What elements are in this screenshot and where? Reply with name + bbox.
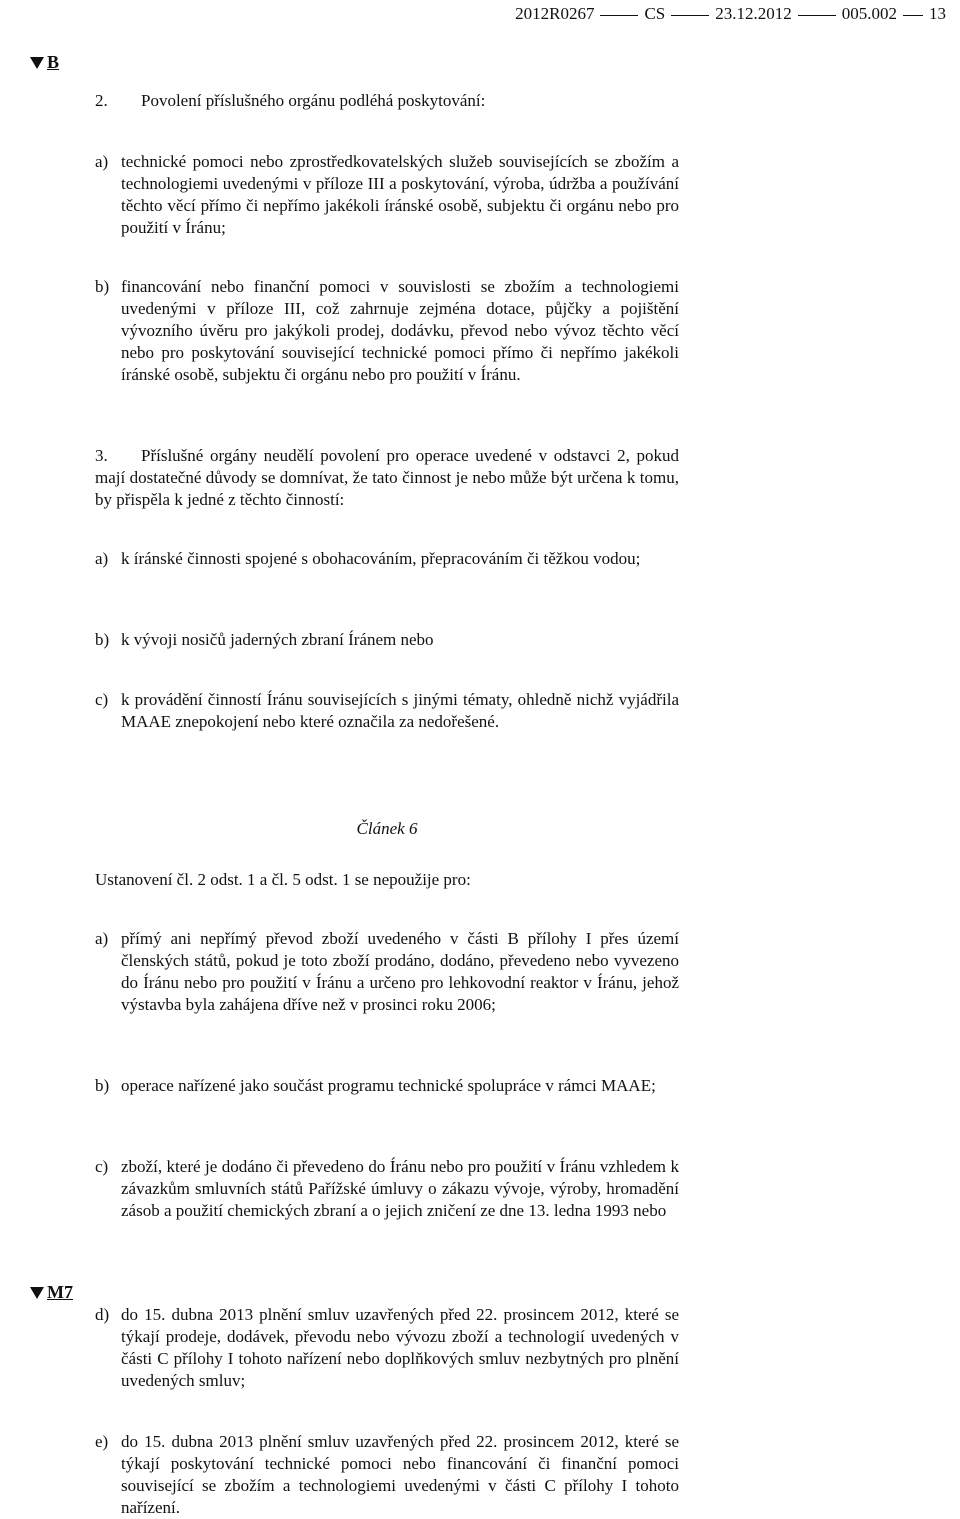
- amendment-marker-b: [30, 52, 59, 73]
- page-header: [515, 4, 946, 24]
- paragraph-3-intro: [95, 445, 679, 511]
- item-text: k íránské činnosti spojené s obohacováním, přepracováním či těžkou vodou;: [121, 549, 641, 568]
- triangle-down-icon: [30, 1287, 44, 1299]
- header-dash: [600, 15, 638, 16]
- list-item-6e: [95, 1431, 679, 1519]
- paragraph-text: Povolení příslušného orgánu podléhá poskytování:: [141, 91, 486, 110]
- marker-label: M7: [47, 1282, 73, 1302]
- item-label: c): [95, 1157, 109, 1176]
- item-text: přímý ani nepřímý převod zboží uvedeného v části B přílohy I přes území členských států, pokud je toto zboží prodáno, dodáno, převedeno nebo vyvezeno do Íránu nebo pro použití v Íránu a určeno pro lehkovodní reaktor v Íránu, jehož výstavba byla zahájena dříve než v prosinci roku 2006;: [121, 929, 679, 1014]
- item-label: d): [95, 1305, 110, 1324]
- header-dash: [671, 15, 709, 16]
- list-item-2a: [95, 151, 679, 239]
- item-label: a): [95, 549, 109, 568]
- item-text: technické pomoci nebo zprostředkovatelských služeb souvisejících se zbožím a technologiemi uvedenými v příloze III a poskytování, výroba, údržba a používání těchto věcí přímo či nepřímo jakékoli íránské osobě, subjektu či orgánu nebo pro použití v Íránu;: [121, 152, 679, 237]
- triangle-down-icon: [30, 57, 44, 69]
- header-dash: [903, 15, 923, 16]
- language-code: CS: [644, 4, 666, 23]
- consolidation-date: 23.12.2012: [715, 4, 792, 23]
- list-item-2b: [95, 276, 679, 386]
- list-item-6d: [95, 1304, 679, 1392]
- document-id: 2012R0267: [515, 4, 595, 23]
- item-label: b): [95, 630, 110, 649]
- list-item-3a: [95, 548, 679, 570]
- item-label: b): [95, 1076, 110, 1095]
- item-text: do 15. dubna 2013 plnění smluv uzavřených před 22. prosincem 2012, které se týkají poskytování technické pomoci nebo financování či finanční pomoci související se zbožím a technologiemi uvedenými v části C přílohy I tohoto nařízení.: [121, 1432, 679, 1517]
- list-item-3c: [95, 689, 679, 733]
- item-text: k provádění činností Íránu souvisejících s jinými tématy, ohledně nichž vyjádřila MAAE znepokojení nebo které označila za nedořešené.: [121, 690, 679, 731]
- item-text: financování nebo finanční pomoci v souvislosti se zbožím a technologiemi uvedenými v příloze III, což zahrnuje zejména dotace, půjčky a pojištění vývozního úvěru pro jakýkoli prodej, dodávku, převod nebo vývoz těchto věcí nebo pro poskytování související technické pomoci přímo či nepřímo jakékoli íránské osobě, subjektu či orgánu nebo pro použití v Íránu.: [121, 277, 679, 384]
- paragraph-2-intro: [95, 90, 679, 112]
- item-label: b): [95, 277, 110, 296]
- article-6-intro: Ustanovení čl. 2 odst. 1 a čl. 5 odst. 1 se nepoužije pro:: [95, 870, 471, 889]
- marker-label: B: [47, 52, 60, 72]
- amendment-marker-m7: [30, 1282, 73, 1303]
- header-dash: [798, 15, 836, 16]
- item-text: operace nařízené jako součást programu technické spolupráce v rámci MAAE;: [121, 1076, 656, 1095]
- item-label: a): [95, 152, 109, 171]
- list-item-6c: [95, 1156, 679, 1222]
- item-label: e): [95, 1432, 109, 1451]
- item-label: c): [95, 690, 109, 709]
- page-number: 13: [929, 4, 946, 23]
- item-text: k vývoji nosičů jaderných zbraní Íránem nebo: [121, 630, 434, 649]
- paragraph-number: 3.: [95, 446, 108, 465]
- list-item-3b: [95, 629, 679, 651]
- version-number: 005.002: [841, 4, 897, 23]
- item-text: do 15. dubna 2013 plnění smluv uzavřených před 22. prosincem 2012, které se týkají prodeje, dodávek, převodu nebo vývozu zboží a technologií uvedených v části C přílohy I tohoto nařízení nebo doplňkových smluv nezbytných pro plnění uvedených smluv;: [121, 1305, 679, 1390]
- item-text: zboží, které je dodáno či převedeno do Íránu nebo pro použití v Íránu vzhledem k závazkům smluvních států Pařížské úmluvy o zákazu vývoje, výroby, hromadění zásob a použití chemických zbraní a o jejich zničení ze dne 13. ledna 1993 nebo: [121, 1157, 679, 1220]
- paragraph-number: 2.: [95, 91, 108, 110]
- paragraph-text: Příslušné orgány neudělí povolení pro operace uvedené v odstavci 2, pokud mají dostatečné důvody se domnívat, že tato činnost je nebo může být určena k tomu, by přispěla k jedné z těchto činností:: [95, 446, 679, 509]
- item-label: a): [95, 929, 109, 948]
- article-title: Článek 6: [356, 819, 418, 838]
- list-item-6a: [95, 928, 679, 1016]
- list-item-6b: [95, 1075, 679, 1097]
